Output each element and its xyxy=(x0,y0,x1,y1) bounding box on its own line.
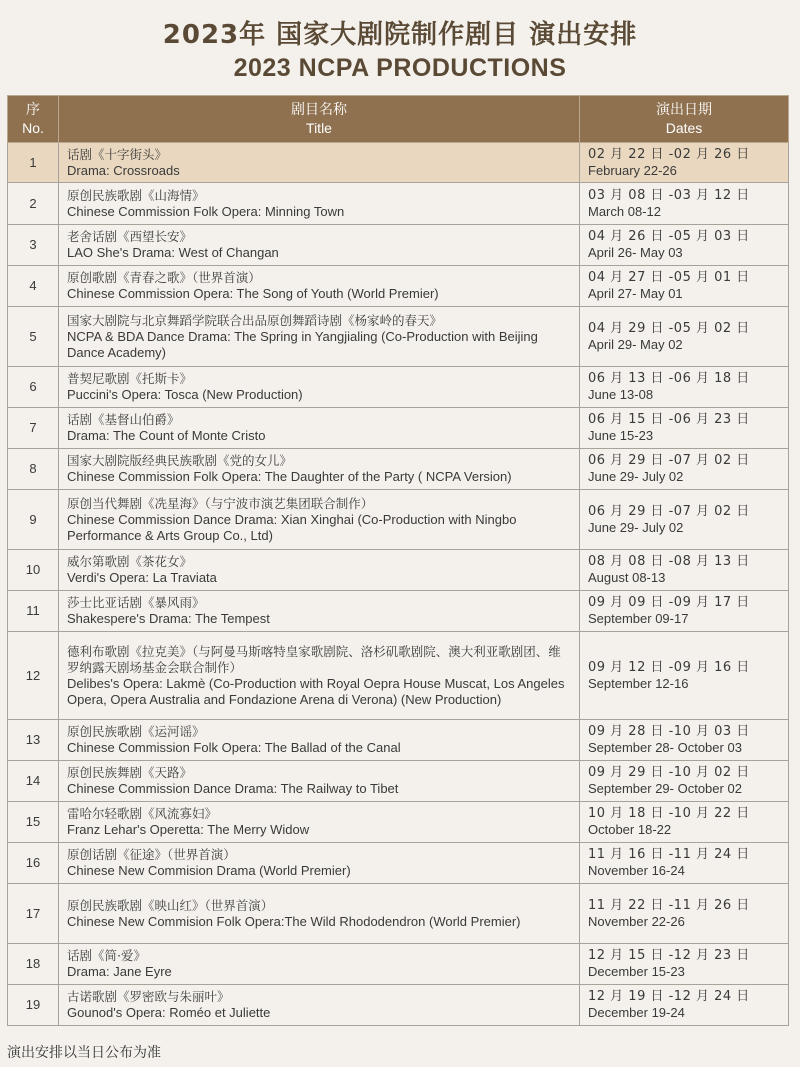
table-row xyxy=(8,367,789,408)
row-dates-cn: 04 月 27 日 -05 月 01 日 xyxy=(588,270,750,285)
table-row xyxy=(8,408,789,449)
page-title-en: 2023 NCPA PRODUCTIONS xyxy=(233,54,567,82)
footnote: 演出安排以当日公布为准 xyxy=(7,1045,161,1061)
row-dates-cell xyxy=(580,761,789,802)
row-title-cn: 原创民族歌剧《映山红》（世界首演） xyxy=(67,897,274,913)
row-dates-cell xyxy=(580,843,789,884)
row-title-cn: 雷哈尔轻歌剧《风流寡妇》 xyxy=(67,806,218,821)
row-title-cn: 原创民族歌剧《山海情》 xyxy=(67,187,205,203)
row-title-cn: 原创当代舞剧《冼星海》（与宁波市演艺集团联合制作） xyxy=(67,495,374,511)
row-title-cell xyxy=(59,143,580,183)
row-number: 9 xyxy=(8,490,59,550)
col-header-dates-en: Dates xyxy=(665,120,703,136)
row-dates-en: September 12-16 xyxy=(588,675,689,691)
row-dates-en: September 29- October 02 xyxy=(588,781,742,796)
row-dates-cn: 09 月 28 日 -10 月 03 日 xyxy=(588,724,750,739)
row-title-cell xyxy=(59,183,580,225)
row-dates-cn: 09 月 09 日 -09 月 17 日 xyxy=(588,595,750,610)
row-title-cn: 国家大剧院版经典民族歌剧《党的女儿》 xyxy=(67,453,293,468)
row-title-cell xyxy=(59,761,580,802)
row-dates-cn: 09 月 29 日 -10 月 02 日 xyxy=(588,765,750,780)
row-dates-en: June 29- July 02 xyxy=(588,519,684,535)
row-title-en: Drama: Jane Eyre xyxy=(67,964,172,979)
row-title-cell xyxy=(59,591,580,632)
row-number: 11 xyxy=(8,591,59,632)
table-row xyxy=(8,183,789,225)
row-dates-cell xyxy=(580,550,789,591)
row-dates-en: November 16-24 xyxy=(588,863,685,878)
table-row xyxy=(8,632,789,720)
row-dates-cn: 03 月 08 日 -03 月 12 日 xyxy=(588,187,750,203)
row-dates-en: June 15-23 xyxy=(588,428,654,443)
table-row xyxy=(8,550,789,591)
col-header-no-en: No. xyxy=(22,120,44,136)
row-number: 1 xyxy=(8,143,59,183)
col-header-dates-cn: 演出日期 xyxy=(656,101,712,117)
row-dates-en: September 28- October 03 xyxy=(588,740,742,755)
row-dates-cn: 04 月 26 日 -05 月 03 日 xyxy=(588,229,750,244)
row-title-en: Drama: The Count of Monte Cristo xyxy=(67,428,266,443)
row-number: 16 xyxy=(8,843,59,884)
row-dates-cell xyxy=(580,266,789,307)
table-row xyxy=(8,449,789,490)
row-dates-en: October 18-22 xyxy=(588,822,672,837)
row-title-cn: 古诺歌剧《罗密欧与朱丽叶》 xyxy=(67,989,230,1004)
row-title-cell xyxy=(59,266,580,307)
row-dates-cell xyxy=(580,720,789,761)
table-row xyxy=(8,591,789,632)
table-body xyxy=(8,143,789,1026)
row-dates-cell xyxy=(580,591,789,632)
row-title-cell xyxy=(59,490,580,550)
row-title-en: Chinese Commission Folk Opera: Minning Town xyxy=(67,203,345,219)
table-row xyxy=(8,843,789,884)
table-row xyxy=(8,143,789,183)
row-title-en: Chinese New Commision Drama (World Premier) xyxy=(67,863,351,878)
row-dates-cn: 11 月 22 日 -11 月 26 日 xyxy=(588,897,750,913)
row-number: 5 xyxy=(8,307,59,367)
row-number: 2 xyxy=(8,183,59,225)
row-dates-cell xyxy=(580,367,789,408)
row-title-cn: 话剧《十字街头》 xyxy=(67,146,168,162)
row-dates-cn: 06 月 29 日 -07 月 02 日 xyxy=(588,453,750,468)
row-dates-en: June 29- July 02 xyxy=(588,469,684,484)
row-dates-en: April 27- May 01 xyxy=(588,286,683,301)
row-dates-cn: 06 月 13 日 -06 月 18 日 xyxy=(588,371,750,386)
table-row xyxy=(8,720,789,761)
row-title-cell xyxy=(59,307,580,367)
row-dates-en: April 29- May 02 xyxy=(588,336,683,352)
col-header-title xyxy=(59,96,580,143)
row-title-en: Franz Lehar's Operetta: The Merry Widow xyxy=(67,822,310,837)
row-title-cell xyxy=(59,632,580,720)
row-dates-cn: 06 月 15 日 -06 月 23 日 xyxy=(588,412,750,427)
row-number: 12 xyxy=(8,632,59,720)
row-title-cell xyxy=(59,802,580,843)
row-number: 8 xyxy=(8,449,59,490)
row-title-en: Chinese Commission Folk Opera: The Daughter of the Party ( NCPA Version) xyxy=(67,469,512,484)
row-title-en: Delibes's Opera: Lakmè (Co-Production with Royal Oepra House Muscat, Los Angeles Opera, Opera Australia and Fondazione Arena di Verona) (New Production) xyxy=(67,675,565,707)
row-number: 7 xyxy=(8,408,59,449)
table-row xyxy=(8,802,789,843)
row-title-en: Chinese New Commision Folk Opera:The Wild Rhododendron (World Premier) xyxy=(67,913,521,929)
row-number: 17 xyxy=(8,884,59,944)
row-dates-cn: 08 月 08 日 -08 月 13 日 xyxy=(588,554,750,569)
row-number: 18 xyxy=(8,944,59,985)
row-dates-cell xyxy=(580,225,789,266)
row-dates-cn: 09 月 12 日 -09 月 16 日 xyxy=(588,659,750,675)
row-dates-en: November 22-26 xyxy=(588,913,685,929)
row-number: 10 xyxy=(8,550,59,591)
row-dates-cell xyxy=(580,408,789,449)
page-title-cn: 2023年 国家大剧院制作剧目 演出安排 xyxy=(162,20,638,50)
row-dates-en: March 08-12 xyxy=(588,203,661,219)
col-header-no xyxy=(8,96,59,143)
col-header-dates xyxy=(580,96,789,143)
row-title-cn: 威尔第歌剧《茶花女》 xyxy=(67,554,193,569)
row-title-cell xyxy=(59,449,580,490)
table-row xyxy=(8,884,789,944)
row-dates-cn: 02 月 22 日 -02 月 26 日 xyxy=(588,146,750,162)
row-title-cn: 老舍话剧《西望长安》 xyxy=(67,229,193,244)
row-number: 4 xyxy=(8,266,59,307)
row-title-en: Puccini's Opera: Tosca (New Production) xyxy=(67,387,303,402)
row-number: 14 xyxy=(8,761,59,802)
row-dates-cn: 10 月 18 日 -10 月 22 日 xyxy=(588,806,750,821)
row-dates-cell xyxy=(580,884,789,944)
row-title-cell xyxy=(59,720,580,761)
row-title-en: LAO She's Drama: West of Changan xyxy=(67,245,279,260)
row-title-cn: 国家大剧院与北京舞蹈学院联合出品原创舞蹈诗剧《杨家岭的春天》 xyxy=(67,312,443,328)
row-dates-cell xyxy=(580,449,789,490)
row-dates-cell xyxy=(580,985,789,1026)
row-title-cn: 原创民族歌剧《运河谣》 xyxy=(67,724,205,739)
row-title-en: Drama: Crossroads xyxy=(67,162,180,178)
table-row xyxy=(8,761,789,802)
row-number: 19 xyxy=(8,985,59,1026)
row-title-en: Gounod's Opera: Roméo et Juliette xyxy=(67,1005,271,1020)
row-title-cn: 话剧《简·爱》 xyxy=(67,948,146,963)
row-title-cn: 莎士比亚话剧《暴风雨》 xyxy=(67,595,205,610)
row-number: 13 xyxy=(8,720,59,761)
row-title-cell xyxy=(59,225,580,266)
col-header-title-en: Title xyxy=(306,120,332,136)
row-title-cell xyxy=(59,843,580,884)
row-number: 3 xyxy=(8,225,59,266)
row-dates-en: December 19-24 xyxy=(588,1005,685,1020)
row-number: 6 xyxy=(8,367,59,408)
row-title-en: Chinese Commission Opera: The Song of Youth (World Premier) xyxy=(67,286,439,301)
row-title-en: Chinese Commission Dance Drama: Xian Xinghai (Co-Production with Ningbo Performance & Arts Group Co., Ltd) xyxy=(67,511,517,543)
row-title-en: NCPA & BDA Dance Drama: The Spring in Yangjialing (Co-Production with Beijing Dance Academy) xyxy=(67,328,538,360)
row-dates-cn: 12 月 15 日 -12 月 23 日 xyxy=(588,948,750,963)
row-title-cell xyxy=(59,550,580,591)
row-title-cn: 普契尼歌剧《托斯卡》 xyxy=(67,371,193,386)
row-title-cn: 原创话剧《征途》（世界首演） xyxy=(67,847,236,862)
row-dates-en: September 09-17 xyxy=(588,611,689,626)
row-dates-cn: 11 月 16 日 -11 月 24 日 xyxy=(588,847,750,862)
row-dates-cn: 06 月 29 日 -07 月 02 日 xyxy=(588,503,750,519)
row-title-cell xyxy=(59,367,580,408)
table-row xyxy=(8,307,789,367)
row-dates-en: February 22-26 xyxy=(588,162,677,178)
row-title-en: Chinese Commission Folk Opera: The Ballad of the Canal xyxy=(67,740,401,755)
table-row xyxy=(8,985,789,1026)
row-dates-cell xyxy=(580,307,789,367)
row-title-cn: 原创歌剧《青春之歌》（世界首演） xyxy=(67,270,261,285)
row-title-cn: 德利布歌剧《拉克美》（与阿曼马斯喀特皇家歌剧院、洛杉矶歌剧院、澳大利亚歌剧团、维罗纳露天剧场基金会联合制作） xyxy=(67,643,561,675)
table-row xyxy=(8,490,789,550)
col-header-title-cn: 剧目名称 xyxy=(291,101,347,117)
row-dates-cn: 04 月 29 日 -05 月 02 日 xyxy=(588,320,750,336)
schedule-table xyxy=(7,95,789,1026)
row-dates-cell xyxy=(580,632,789,720)
table-row xyxy=(8,266,789,307)
row-title-cell xyxy=(59,408,580,449)
row-dates-en: December 15-23 xyxy=(588,964,685,979)
row-dates-cell xyxy=(580,944,789,985)
row-title-cell xyxy=(59,944,580,985)
row-dates-cell xyxy=(580,802,789,843)
row-title-cn: 原创民族舞剧《天路》 xyxy=(67,765,193,780)
row-title-en: Verdi's Opera: La Traviata xyxy=(67,570,217,585)
col-header-no-cn: 序 xyxy=(26,101,40,117)
row-dates-en: June 13-08 xyxy=(588,387,654,402)
row-title-cell xyxy=(59,884,580,944)
row-title-en: Shakespere's Drama: The Tempest xyxy=(67,611,270,626)
table-row xyxy=(8,225,789,266)
row-dates-cell xyxy=(580,143,789,183)
row-dates-cn: 12 月 19 日 -12 月 24 日 xyxy=(588,989,750,1004)
row-dates-cell xyxy=(580,490,789,550)
table-header-row xyxy=(8,96,789,143)
row-dates-en: August 08-13 xyxy=(588,570,666,585)
row-dates-en: April 26- May 03 xyxy=(588,245,683,260)
row-title-en: Chinese Commission Dance Drama: The Railway to Tibet xyxy=(67,781,399,796)
row-dates-cell xyxy=(580,183,789,225)
row-title-cn: 话剧《基督山伯爵》 xyxy=(67,412,180,427)
row-number: 15 xyxy=(8,802,59,843)
table-row xyxy=(8,944,789,985)
row-title-cell xyxy=(59,985,580,1026)
